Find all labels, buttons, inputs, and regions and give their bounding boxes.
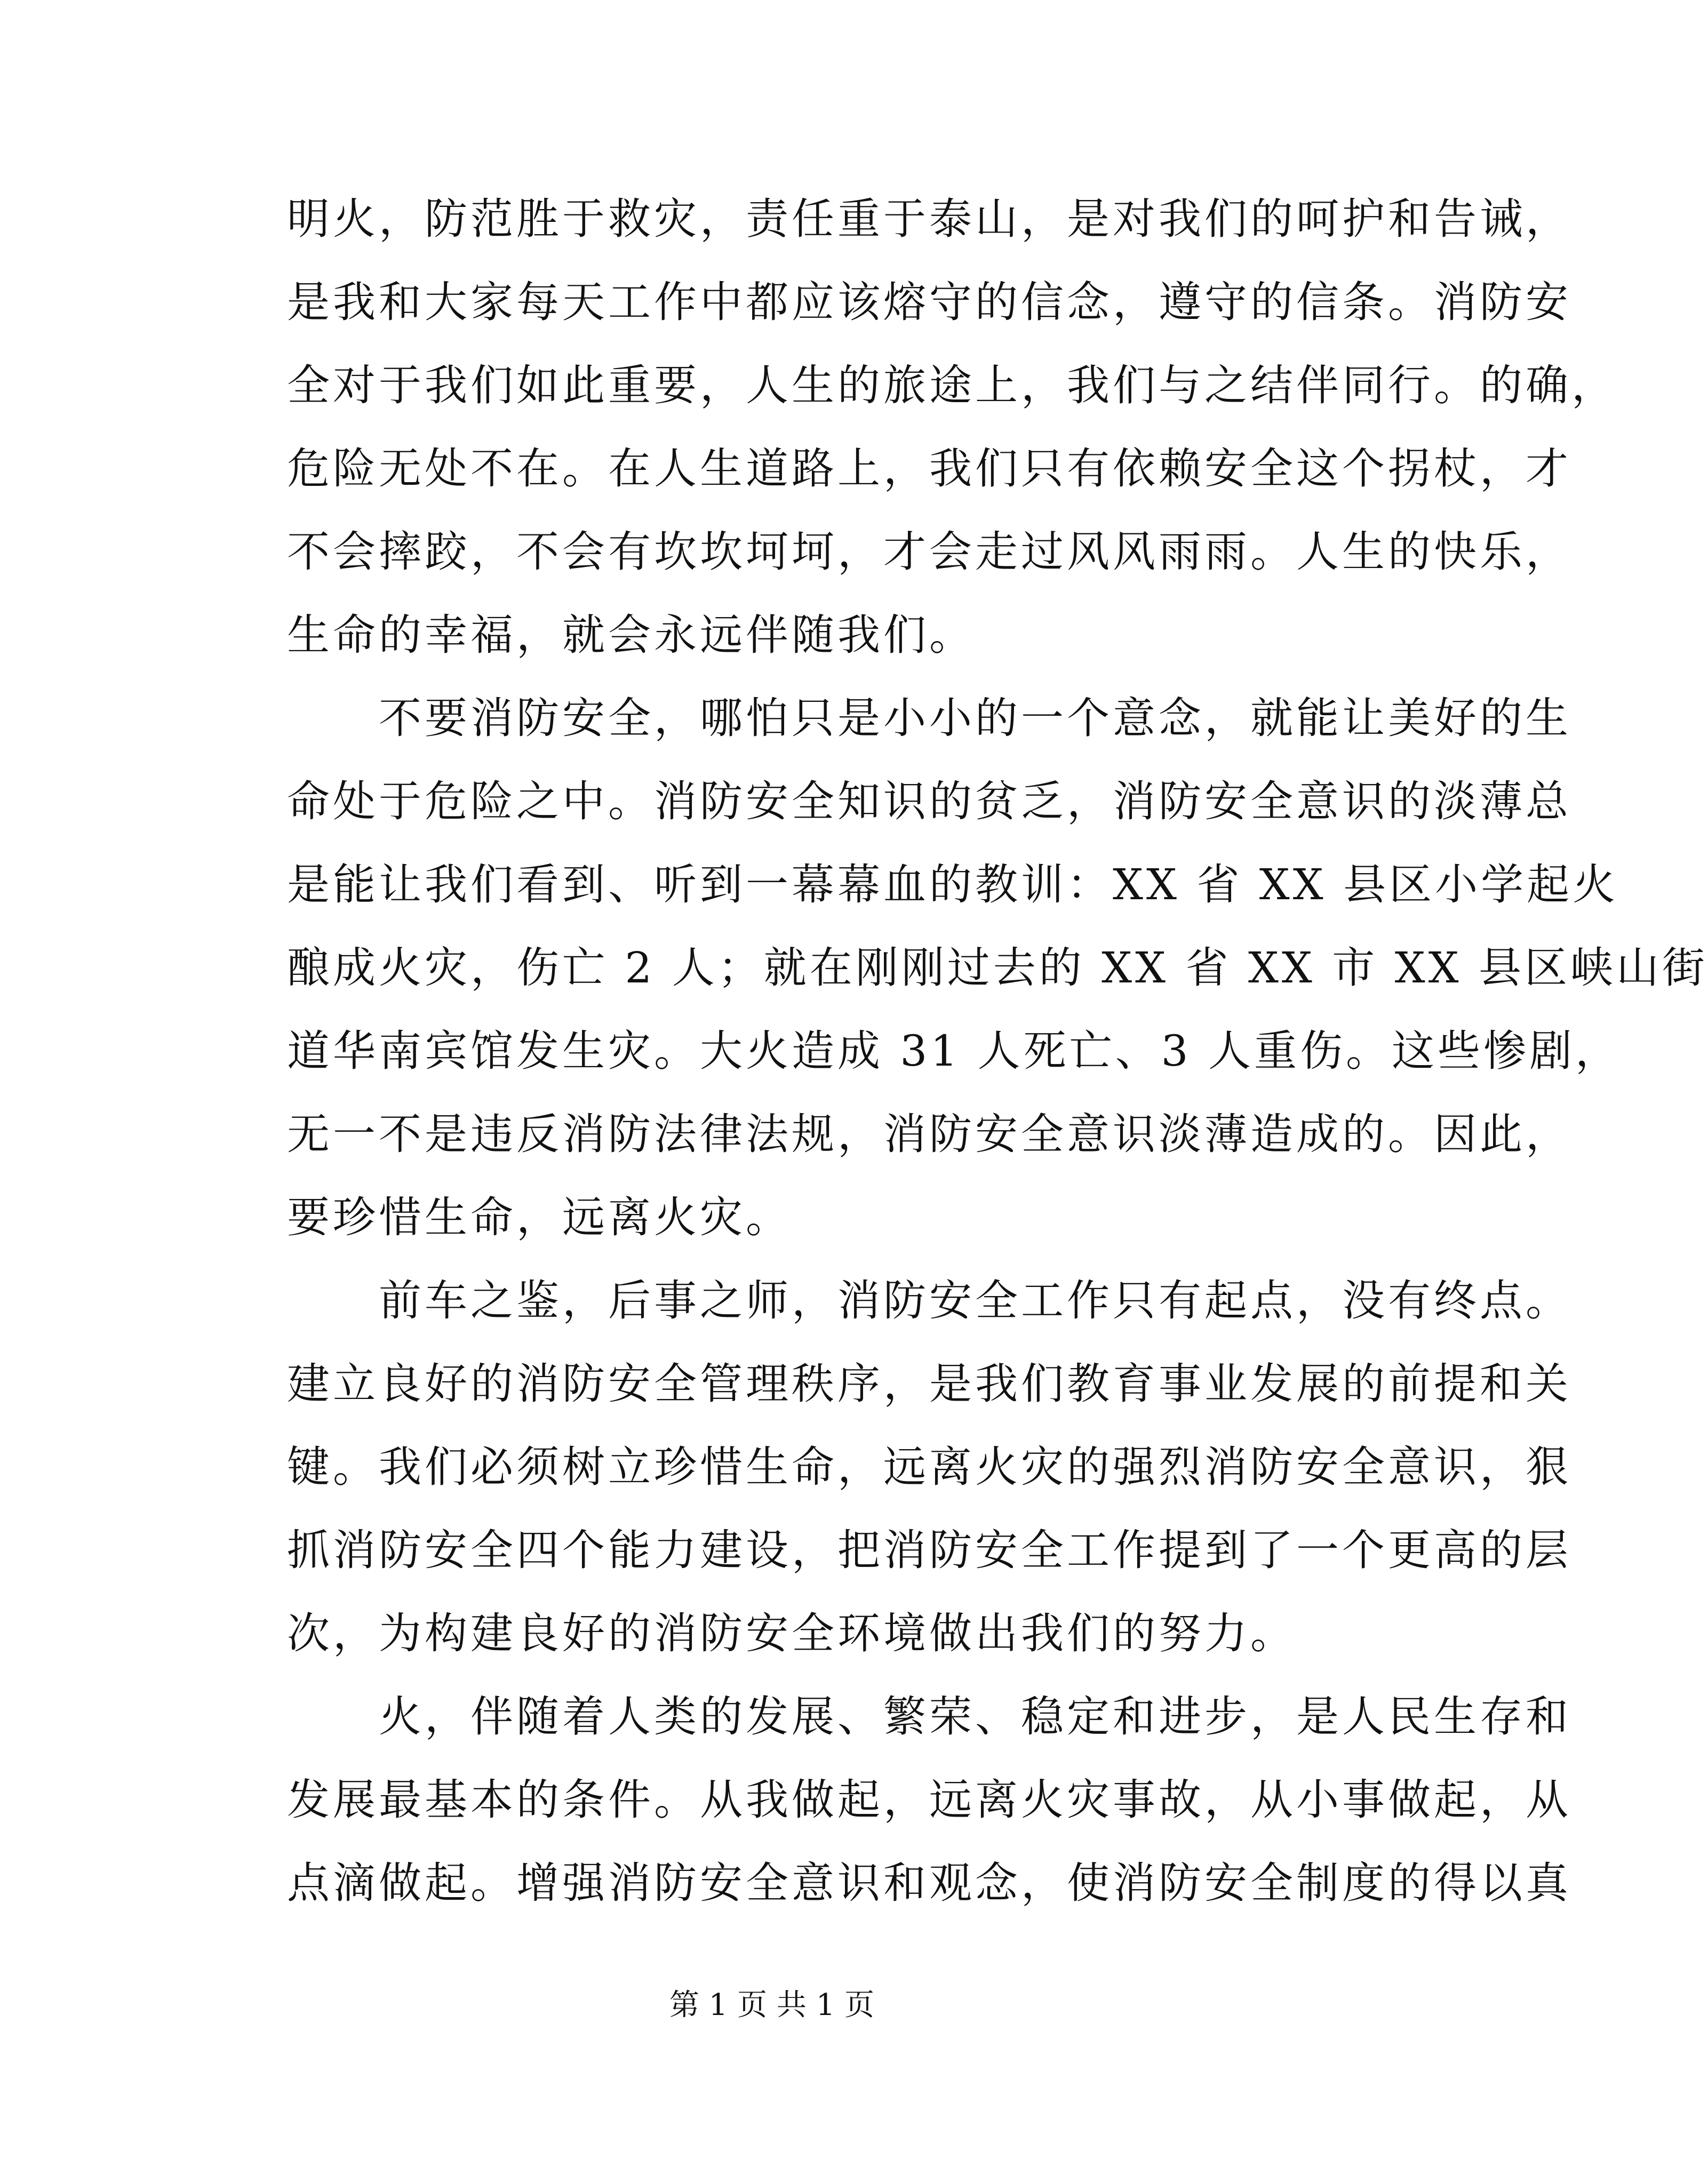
text-line: 发展最基本的条件。从我做起，远离火灾事故，从小事做起，从 bbox=[287, 1775, 1571, 1825]
text-line: 危险无处不在。在人生道路上，我们只有依赖安全这个拐杖，才 bbox=[287, 444, 1571, 493]
text-line: 要珍惜生命，远离火灾。 bbox=[287, 1193, 792, 1242]
text-line: 明火，防范胜于救灾，责任重于泰山，是对我们的呵护和告诫， bbox=[287, 194, 1571, 244]
text-line: 全对于我们如此重要，人生的旅途上，我们与之结伴同行。的确， bbox=[287, 361, 1617, 410]
text-line: 火，伴随着人类的发展、繁荣、稳定和进步，是人民生存和 bbox=[287, 1692, 1571, 1741]
text-line: 抓消防安全四个能力建设，把消防安全工作提到了一个更高的层 bbox=[287, 1525, 1571, 1575]
text-line: 生命的幸福，就会永远伴随我们。 bbox=[287, 610, 975, 660]
text-line: 建立良好的消防安全管理秩序，是我们教育事业发展的前提和关 bbox=[287, 1359, 1571, 1409]
text-line: 酿成火灾，伤亡 2 人；就在刚刚过去的 XX 省 XX 市 XX 县区峡山街 bbox=[287, 943, 1708, 993]
text-line: 道华南宾馆发生灾。大火造成 31 人死亡、3 人重伤。这些惨剧， bbox=[287, 1026, 1621, 1076]
page-number-footer: 第 1 页 共 1 页 bbox=[669, 1988, 875, 2022]
text-line: 次，为构建良好的消防安全环境做出我们的努力。 bbox=[287, 1609, 1296, 1658]
text-line: 是能让我们看到、听到一幕幕血的教训：XX 省 XX 县区小学起火 bbox=[287, 860, 1619, 909]
text-line: 是我和大家每天工作中都应该熔守的信念，遵守的信条。消防安 bbox=[287, 277, 1571, 327]
text-line: 键。我们必须树立珍惜生命，远离火灾的强烈消防安全意识，狠 bbox=[287, 1442, 1571, 1492]
text-line: 不要消防安全，哪怕只是小小的一个意念，就能让美好的生 bbox=[287, 693, 1571, 743]
text-line: 无一不是违反消防法律法规，消防安全意识淡薄造成的。因此， bbox=[287, 1109, 1571, 1159]
text-line: 命处于危险之中。消防安全知识的贫乏，消防安全意识的淡薄总 bbox=[287, 777, 1571, 826]
document-body bbox=[287, 178, 1708, 1925]
text-line: 不会摔跤，不会有坎坎坷坷，才会走过风风雨雨。人生的快乐， bbox=[287, 527, 1571, 577]
text-line: 前车之鉴，后事之师，消防安全工作只有起点，没有终点。 bbox=[287, 1276, 1571, 1325]
text-line: 点滴做起。增强消防安全意识和观念，使消防安全制度的得以真 bbox=[287, 1858, 1571, 1908]
